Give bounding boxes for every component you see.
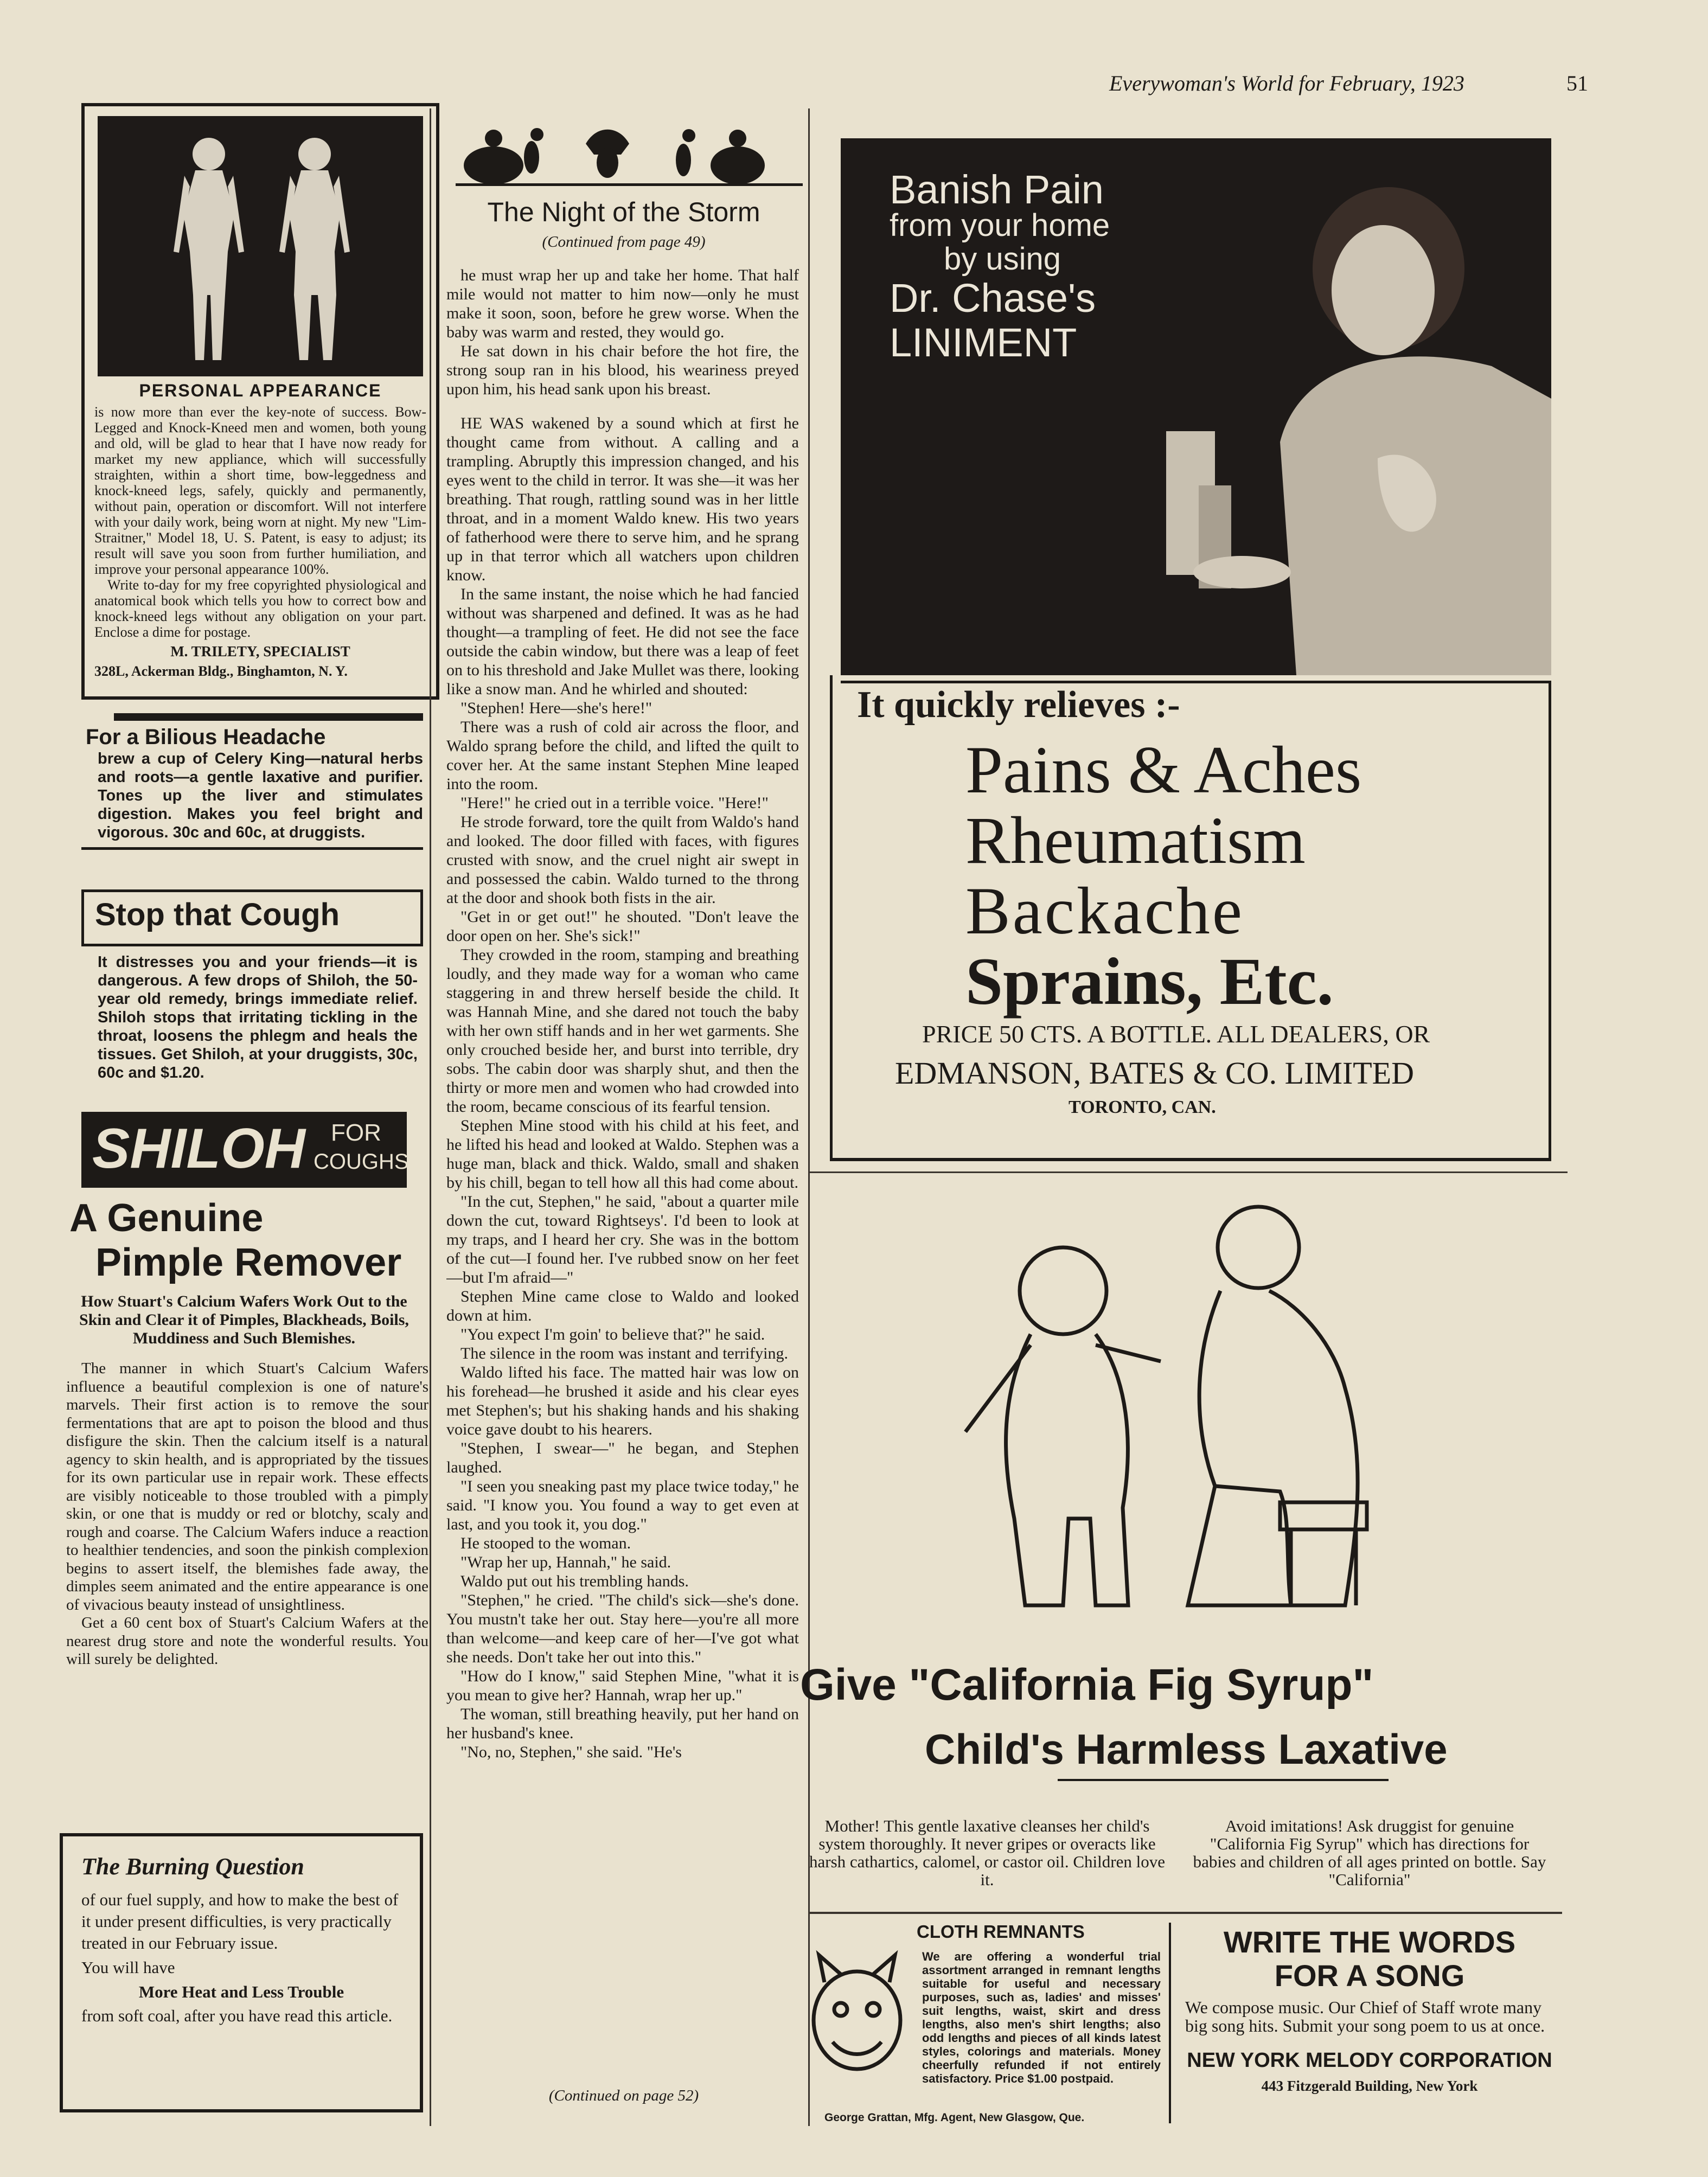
chase-ailment: Rheumatism [965, 803, 1306, 878]
chase-headline-5: LINIMENT [890, 320, 1077, 365]
burning-question-line: You will have [81, 1958, 175, 1977]
shiloh-logo [81, 1112, 407, 1188]
story-paragraph: "Stephen! Here—she's here!" [460, 699, 653, 717]
story-paragraph: "Here!" he cried out in a terrible voice. "Here!" [460, 794, 769, 812]
story-silhouette-image [456, 114, 803, 187]
pimple-ad [60, 1196, 428, 1825]
song-company: NEW YORK MELODY CORPORATION [1187, 2049, 1552, 2072]
chase-headline-4: Dr. Chase's [890, 276, 1096, 321]
running-header: Everywoman's World for February, 1923 [1109, 71, 1464, 95]
story-title: The Night of the Storm [487, 197, 760, 227]
cough-ad [81, 889, 423, 1188]
shiloh-logo-for: FOR [331, 1119, 381, 1146]
trilety-address: 328L, Ackerman Bldg., Binghamton, N. Y. [94, 663, 348, 679]
pimple-subtitle: How Stuart's Calcium Wafers Work Out to the Skin and Clear it of Pimples, Blackheads, Boils, Muddiness and Such Blemishes. [79, 1292, 409, 1347]
chase-liniment-ad [830, 138, 1551, 1169]
story-paragraph: He sat down in his chair before the hot fire, the strong soup ran in his blood, his weariness preyed upon him, his head sank upon his breast. [446, 342, 799, 398]
fig-headline: Give "California Fig Syrup" [800, 1660, 1374, 1709]
shiloh-logo-coughs: COUGHS [314, 1150, 409, 1174]
trilety-ad [81, 103, 439, 700]
pimple-body-2: Get a 60 cent box of Stuart's Calcium Wafers at the nearest drug store and note the wonderful results. You will surely be delighted. [66, 1614, 428, 1668]
bilious-ad [81, 713, 423, 876]
fig-right-text: Avoid imitations! Ask druggist for genuine "California Fig Syrup" which has directions for babies and children of all ages printed on bottle. Say "California" [1193, 1816, 1546, 1889]
burning-question-box [60, 1833, 423, 2112]
pimple-body-1: The manner in which Stuart's Calcium Wafers influence a beautiful complexion is one of nature's marvels. Their first action is to remove the sour fermentations that are apt to poison the blood and thus disfigure the skin. Then the calcium itself is a natural agency to skin health, and is appropriated by the tissues for its own particular use in repair work. These effects are visibly noticeable to those troubled with a pimply skin, or one that is muddy or red or blotchy, scaly and rough and coarse. The Calcium Wafers induce a reaction to healthier tendencies, and soon the pinkish complexion begins to assert itself, the blemishes fade away, the dimples seem animated and the entire appearance is one of vivacious beauty instead of unsightliness. [66, 1360, 428, 1613]
trilety-body: is now more than ever the key-note of success. Bow-Legged and Knock-Kneed men and women, both young and old, will be glad to hear that I have now ready for market my new appliance, which will successfully straighten, within a short time, bow-leggedness and knock-kneed legs, safely, quickly and permanently, without pain, operation or discomfort. Will not interfere with your daily work, being worn at night. My new "Lim-Straitner," Model 18, U. S. Patent, is easy to adjust; its result will save you soon from further humiliation, and improve your personal appearance 100%. [94, 404, 426, 577]
chase-relieves: It quickly relieves :- [857, 684, 1180, 726]
cough-heading: Stop that Cough [81, 889, 423, 946]
story-continued-from: (Continued from page 49) [542, 233, 706, 251]
chase-ailment: Pains & Aches [965, 733, 1362, 807]
cloth-remnants-ad [797, 1917, 1166, 2129]
cloth-body: We are offering a wonderful trial assortment arranged in remnant lengths suitable for useful and necessary purposes, such as, ladies' and misses' suit lengths, waist, skirt and dress lengths, also men's shirt lengths; also odd lengths and pieces of all kinds latest styles, colorings and materials. Money cheerfully refunded if not entirely satisfactory. Price $1.00 postpaid. [922, 1950, 1161, 2085]
pimple-title-1: A Genuine [69, 1196, 264, 1240]
chase-city: TORONTO, CAN. [1069, 1097, 1216, 1117]
shiloh-logo-text: SHILOH [92, 1117, 305, 1180]
trilety-heading: PERSONAL APPEARANCE [139, 381, 382, 400]
story-paragraph: "In the cut, Stephen," he said, "about a quarter mile down the cut, toward Rightseys'. I'd been to look at my traps, and I heard her cry. She was in the bottom of the cut—I found her. I've rubbed snow on her feet—but I'm afraid—" [446, 1193, 799, 1286]
trilety-signature: M. TRILETY, SPECIALIST [170, 643, 350, 659]
story-paragraph: Waldo lifted his face. The matted hair was low on his forehead—he brushed it aside and his clear eyes met Stephen's; but his shaking hands and his shaking voice gave doubt to his hearers. [446, 1363, 799, 1438]
bilious-body: brew a cup of Celery King—natural herbs and roots—a gentle laxative and purifier. Tones up the liver and stimulates digestion. Makes you feel bright and vigorous. 30c and 60c, at druggists. [98, 750, 423, 841]
song-ad [1180, 1925, 1559, 2126]
chase-ailment: Backache [965, 874, 1244, 948]
chase-ailment: Sprains, Etc. [965, 944, 1334, 1019]
story-paragraph: The woman, still breathing heavily, put her hand on her husband's knee. [446, 1705, 799, 1742]
song-body: We compose music. Our Chief of Staff wrote many big song hits. Submit your song poem to us at once. [1185, 1997, 1545, 2035]
devil-face-icon [803, 1950, 911, 2080]
story-paragraph: "Stephen, I swear—" he began, and Stephen laughed. [446, 1439, 799, 1476]
story-paragraph: The silence in the room was instant and terrifying. [460, 1344, 788, 1362]
story-paragraph: He stooped to the woman. [460, 1534, 631, 1552]
chase-headline [890, 167, 1215, 365]
cough-body: It distresses you and your friends—it is dangerous. A few drops of Shiloh, the 50-year old remedy, brings immediate relief. Shiloh stops that irritating tickling in the throat, loosens the phlegm and heals the tissues. Get Shiloh, at your druggists, 30c, 60c and $1.20. [98, 953, 418, 1081]
story-paragraph: Waldo put out his trembling hands. [460, 1572, 689, 1590]
story-paragraph: Stephen Mine came close to Waldo and looked down at him. [446, 1288, 799, 1324]
story-paragraph: he must wrap her up and take her home. That half mile would not matter to him now—only he must make it soon, soon, before he grew worse. When the baby was warm and rested, they would go. [446, 266, 799, 341]
story-paragraph: In the same instant, the noise which he had fancied without was sharpened and defined. It was as he had thought—a trampling of feet. He did not see the face outside the cabin window, but there was a leap of feet on to his threshold and Jake Mullet was there, looking like a snow man. And he whirled and shouted: [446, 585, 799, 698]
story-paragraph: "You expect I'm goin' to believe that?" he said. [460, 1326, 765, 1343]
story-paragraph: HE WAS wakened by a sound which at first he thought came from without. A calling and a trampling. Abruptly this impression changed, and his eyes went to the child in terror. It was she—it was her breathing. That rough, rattling sound was in her little throat, and in a moment Waldo knew. His two years of fatherhood were there to serve him, and he sprang up in that terror which all watchers upon children know. [446, 414, 799, 584]
chase-headline-2: from your home [890, 208, 1110, 243]
burning-question-title: The Burning Question [81, 1853, 304, 1880]
fig-left-text: Mother! This gentle laxative cleanses her child's system thoroughly. It never gripes or overacts like harsh cathartics, calomel, or castor oil. Children love it. [809, 1816, 1165, 1889]
cloth-agent: George Grattan, Mfg. Agent, New Glasgow, Que. [824, 2111, 1085, 2124]
cloth-title: CLOTH REMNANTS [917, 1922, 1085, 1942]
story-paragraph: They crowded in the room, stamping and breathing loudly, and they made way for a woman who came staggering in and threw herself beside the child. It was Hannah Mine, and she dared not touch the baby with her own stiff hands and in her wet garments. She only crouched beside her, and burst into terrible, dry sobs. The cabin door was sharply shut, and then the thirty or more men and women who had crowded into the room, became conscious of its fearful tension. [446, 946, 799, 1116]
burning-question-body: of our fuel supply, and how to make the best of it under present difficulties, is very practically treated in our February issue. [81, 1890, 399, 1952]
column-rule-left [430, 108, 431, 2126]
chase-ailments-list [965, 735, 1535, 1017]
story-paragraph: "How do I know," said Stephen Mine, "what it is you mean to give her? Hannah, wrap her up." [446, 1667, 799, 1704]
story-paragraph: There was a rush of cold air across the floor, and Waldo sprang before the child, and lifted the quilt to cover her. At the same instant Stephen Mine leaped into the room. [446, 718, 799, 793]
chase-headline-3: by using [944, 241, 1061, 277]
chase-price: PRICE 50 CTS. A BOTTLE. ALL DEALERS, OR [922, 1020, 1430, 1048]
story-paragraph: Stephen Mine stood with his child at his feet, and he lifted his head and looked at Waldo. Stephen was a huge man, black and thick. Waldo, small and shaken by his chill, began to tell how all this had come about. [446, 1117, 799, 1192]
burning-question-line-3: from soft coal, after you have read this article. [81, 2006, 393, 2025]
story-paragraph: "No, no, Stephen," she said. "He's [460, 1743, 682, 1761]
story-paragraph: "Wrap her up, Hannah," he said. [460, 1553, 671, 1571]
story-paragraph: "I seen you sneaking past my place twice today," he said. "I know you. You found a way to get even at last, and you took it, you dog." [446, 1477, 799, 1533]
chase-company: EDMANSON, BATES & CO. LIMITED [895, 1055, 1414, 1091]
story-paragraph: "Stephen," he cried. "The child's sick—she's done. You mustn't take her out. Stay here—you're all more than welcome—and keep care of her—I've got what she needs. Don't take her out into this." [446, 1591, 799, 1666]
story-continued-on: (Continued on page 52) [548, 2087, 699, 2104]
story-paragraph: He strode forward, tore the quilt from Waldo's hand and looked. The door filled with faces, with figures crusted with snow, and the cruel night air swept in and possessed the cabin. Waldo turned to the throng at the door and shook both fists in the air. [446, 813, 799, 907]
story-paragraph: "Get in or get out!" he shouted. "Don't leave the door open on her. She's sick!" [446, 908, 799, 945]
burning-question-emphasis: More Heat and Less Trouble [138, 1982, 344, 2001]
song-title-1: WRITE THE WORDS [1223, 1925, 1516, 1959]
fig-subhead: Child's Harmless Laxative [925, 1725, 1448, 1773]
song-address: 443 Fitzgerald Building, New York [1261, 2078, 1478, 2094]
anatomy-figure-image [98, 116, 423, 376]
trilety-body-2: Write to-day for my free copyrighted physiological and anatomical book which tells you how to correct bow and knock-kneed legs without any obligation on your part. Enclose a dime for postage. [94, 577, 426, 640]
mother-child-illustration [933, 1182, 1421, 1643]
story-body [446, 266, 799, 2088]
bilious-heading: For a Bilious Headache [86, 725, 326, 749]
song-title-2: FOR A SONG [1274, 1958, 1465, 1993]
pimple-title-2: Pimple Remover [95, 1241, 402, 1284]
chase-headline-1: Banish Pain [890, 167, 1104, 212]
page-number: 51 [1566, 71, 1588, 95]
